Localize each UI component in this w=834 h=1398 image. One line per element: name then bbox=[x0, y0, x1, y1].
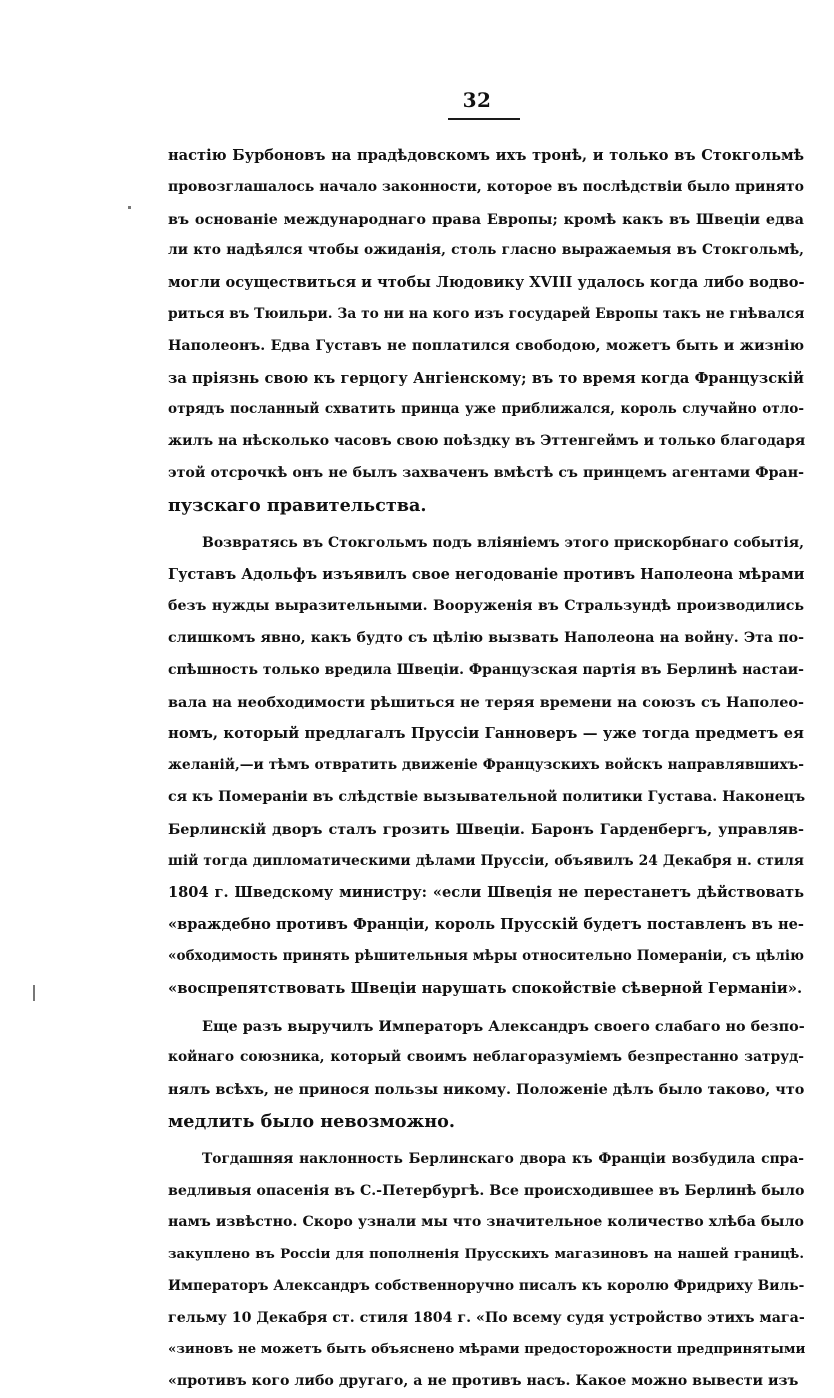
text-line: Тогдашняя наклонность Берлинскаго двора къ Франціи возбудила спра- bbox=[202, 1150, 804, 1167]
text-line: 1804 г. Шведскому министру: «если Швеція не перестанетъ дѣйствовать bbox=[168, 884, 804, 902]
text-line: Возвратясь въ Стокгольмъ подъ вліяніемъ этого прискорбнаго событія, bbox=[202, 534, 804, 551]
text-line: въ основаніе международнаго права Европы; кромѣ какъ въ Швеціи едва bbox=[168, 210, 804, 228]
text-line: гельму 10 Декабря ст. стиля 1804 г. «По всему судя устройство этихъ мага- bbox=[168, 1309, 805, 1326]
paragraph bbox=[168, 528, 804, 1005]
text-line: отрядъ посланный схватить принца уже приближался, король случайно отло- bbox=[168, 401, 804, 418]
text-body bbox=[168, 140, 804, 1398]
text-line: Густавъ Адольфъ изъявилъ свое негодованіе противъ Наполеона мѣрами bbox=[168, 566, 805, 584]
text-line: жилъ на нѣсколько часовъ свою поѣздку въ Эттенгеймъ и только благодаря bbox=[168, 433, 806, 450]
text-line: настію Бурбоновъ на прадѣдовскомъ ихъ тронѣ, и только въ Стокгольмѣ bbox=[168, 147, 804, 164]
text-line: койнаго союзника, который своимъ неблагоразуміемъ безпрестанно затруд- bbox=[168, 1049, 804, 1066]
text-line: слишкомъ явно, какъ будто съ цѣлію вызвать Наполеона на войну. Эта по- bbox=[168, 629, 804, 646]
paragraph bbox=[168, 1144, 804, 1398]
text-line: Наполеонъ. Едва Густавъ не поплатился свободою, можетъ быть и жизнію bbox=[168, 337, 804, 354]
text-line: Еще разъ выручилъ Императоръ Александръ своего слабаго но безпо- bbox=[202, 1017, 805, 1035]
text-line: «воспрепятствовать Швеціи нарушать спокойствіе сѣверной Германіи». bbox=[168, 979, 803, 997]
text-line: ли кто надѣялся чтобы ожиданія, столь гласно выражаемыя въ Стокгольмѣ, bbox=[168, 242, 804, 259]
page-number-rule bbox=[448, 118, 520, 120]
text-line: безъ нужды выразительными. Вооруженія въ Стральзундѣ производились bbox=[168, 598, 804, 615]
text-line: ся къ Помераніи въ слѣдствіе вызывательной политики Густава. Наконецъ bbox=[168, 788, 806, 805]
text-line: могли осуществиться и чтобы Людовику XVIII удалось когда либо водво- bbox=[168, 274, 805, 292]
text-line: шій тогда дипломатическими дѣлами Пруссіи, объявилъ 24 Декабря н. стиля bbox=[168, 852, 804, 869]
text-line: намъ извѣстно. Скоро узнали мы что значительное количество хлѣба было bbox=[168, 1214, 804, 1231]
scan-speck bbox=[33, 985, 35, 1001]
text-line: «зиновъ не можетъ быть объяснено мѣрами предосторожности предпринятыми bbox=[168, 1341, 806, 1358]
text-line: пузскаго правительства. bbox=[168, 494, 427, 516]
paragraph bbox=[168, 1011, 804, 1138]
text-line: желаній,—и тѣмъ отвратить движеніе Французскихъ войскъ направлявшихъ- bbox=[168, 757, 804, 774]
text-line: Императоръ Александръ собственноручно писалъ къ королю Фридриху Виль- bbox=[168, 1277, 805, 1294]
text-line: спѣшность только вредила Швеціи. Французская партія въ Берлинѣ настаи- bbox=[168, 661, 804, 678]
text-line: ведливыя опасенія въ С.-Петербургѣ. Все происходившее въ Берлинѣ было bbox=[168, 1182, 805, 1199]
text-line: за пріязнь свою къ герцогу Ангіенскому; въ то время когда Французскій bbox=[168, 369, 804, 387]
text-line: Берлинскій дворъ сталъ грозить Швеціи. Баронъ Гарденбергъ, управляв- bbox=[168, 820, 804, 838]
scan-speck bbox=[128, 206, 131, 209]
text-line: «враждебно противъ Франціи, король Прусскій будетъ поставленъ въ не- bbox=[168, 916, 804, 934]
text-line: «противъ кого либо другаго, а не противъ насъ. Какое можно вывести изъ bbox=[168, 1373, 799, 1390]
page-number: 32 bbox=[462, 88, 492, 112]
text-line: этой отсрочкѣ онъ не былъ захваченъ вмѣстѣ съ принцемъ агентами Фран- bbox=[168, 464, 804, 481]
text-line: «обходимость принять рѣшительныя мѣры относительно Помераніи, съ цѣлію bbox=[168, 947, 804, 964]
text-line: номъ, который предлагалъ Пруссіи Ганноверъ — уже тогда предметъ ея bbox=[168, 725, 804, 743]
text-line: нялъ всѣхъ, не принося пользы никому. Положеніе дѣлъ было таково, что bbox=[168, 1081, 805, 1099]
text-line: медлить было невозможно. bbox=[168, 1110, 456, 1132]
text-line: провозглашалось начало законности, которое въ послѣдствіи было принято bbox=[168, 178, 804, 195]
text-line: риться въ Тюильри. За то ни на кого изъ государей Европы такъ не гнѣвался bbox=[168, 305, 805, 322]
paragraph bbox=[168, 140, 804, 522]
text-line: вала на необходимости рѣшиться не теряя времени на союзъ съ Наполео- bbox=[168, 693, 804, 711]
text-line: закуплено въ Россіи для пополненія Прусскихъ магазиновъ на нашей границѣ. bbox=[168, 1246, 804, 1263]
